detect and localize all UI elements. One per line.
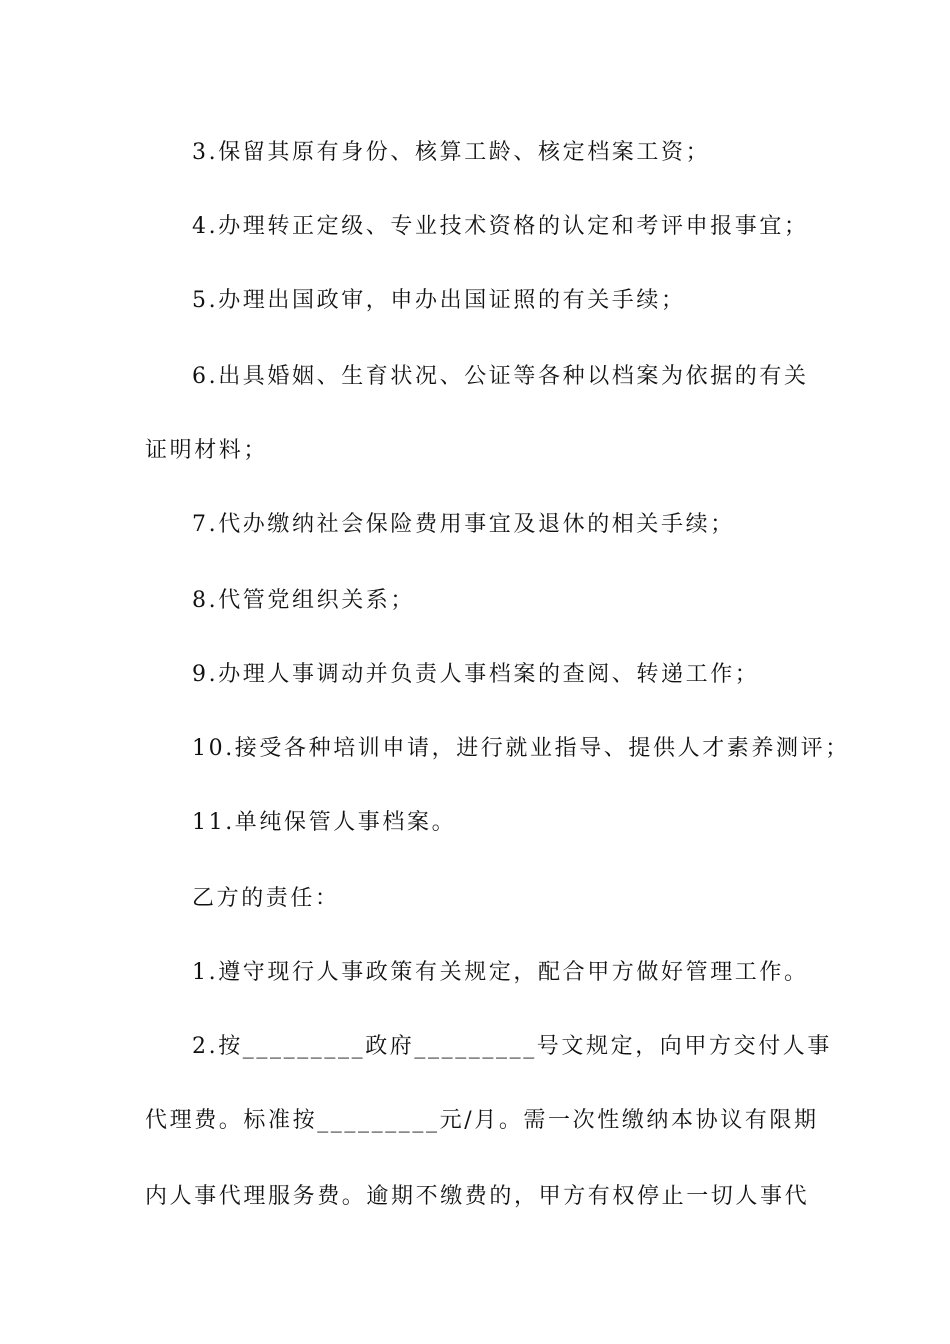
paragraph-line: 1.遵守现行人事政策有关规定，配合甲方做好管理工作。 bbox=[192, 960, 809, 985]
paragraph-line: 9.办理人事调动并负责人事档案的查阅、转递工作； bbox=[192, 662, 760, 687]
paragraph-line: 4.办理转正定级、专业技术资格的认定和考评申报事宜； bbox=[192, 214, 809, 239]
paragraph-line: 内人事代理服务费。逾期不缴费的，甲方有权停止一切人事代 bbox=[145, 1184, 810, 1209]
paragraph-line: 10.接受各种培训申请，进行就业指导、提供人才素养测评； bbox=[192, 736, 850, 761]
paragraph-line: 2.按_________政府_________号文规定，向甲方交付人事 bbox=[192, 1034, 832, 1059]
paragraph-line: 5.办理出国政审，申办出国证照的有关手续； bbox=[192, 288, 686, 313]
paragraph-line: 11.单纯保管人事档案。 bbox=[192, 810, 457, 835]
paragraph-line: 8.代管党组织关系； bbox=[192, 588, 415, 613]
paragraph-line: 代理费。标准按_________元/月。需一次性缴纳本协议有限期 bbox=[145, 1108, 819, 1133]
paragraph-line: 证明材料； bbox=[145, 438, 269, 463]
paragraph-line: 6.出具婚姻、生育状况、公证等各种以档案为依据的有关 bbox=[192, 364, 809, 389]
section-heading: 乙方的责任： bbox=[192, 886, 340, 911]
paragraph-line: 7.代办缴纳社会保险费用事宜及退休的相关手续； bbox=[192, 512, 735, 537]
paragraph-line: 3.保留其原有身份、核算工龄、核定档案工资； bbox=[192, 140, 711, 165]
